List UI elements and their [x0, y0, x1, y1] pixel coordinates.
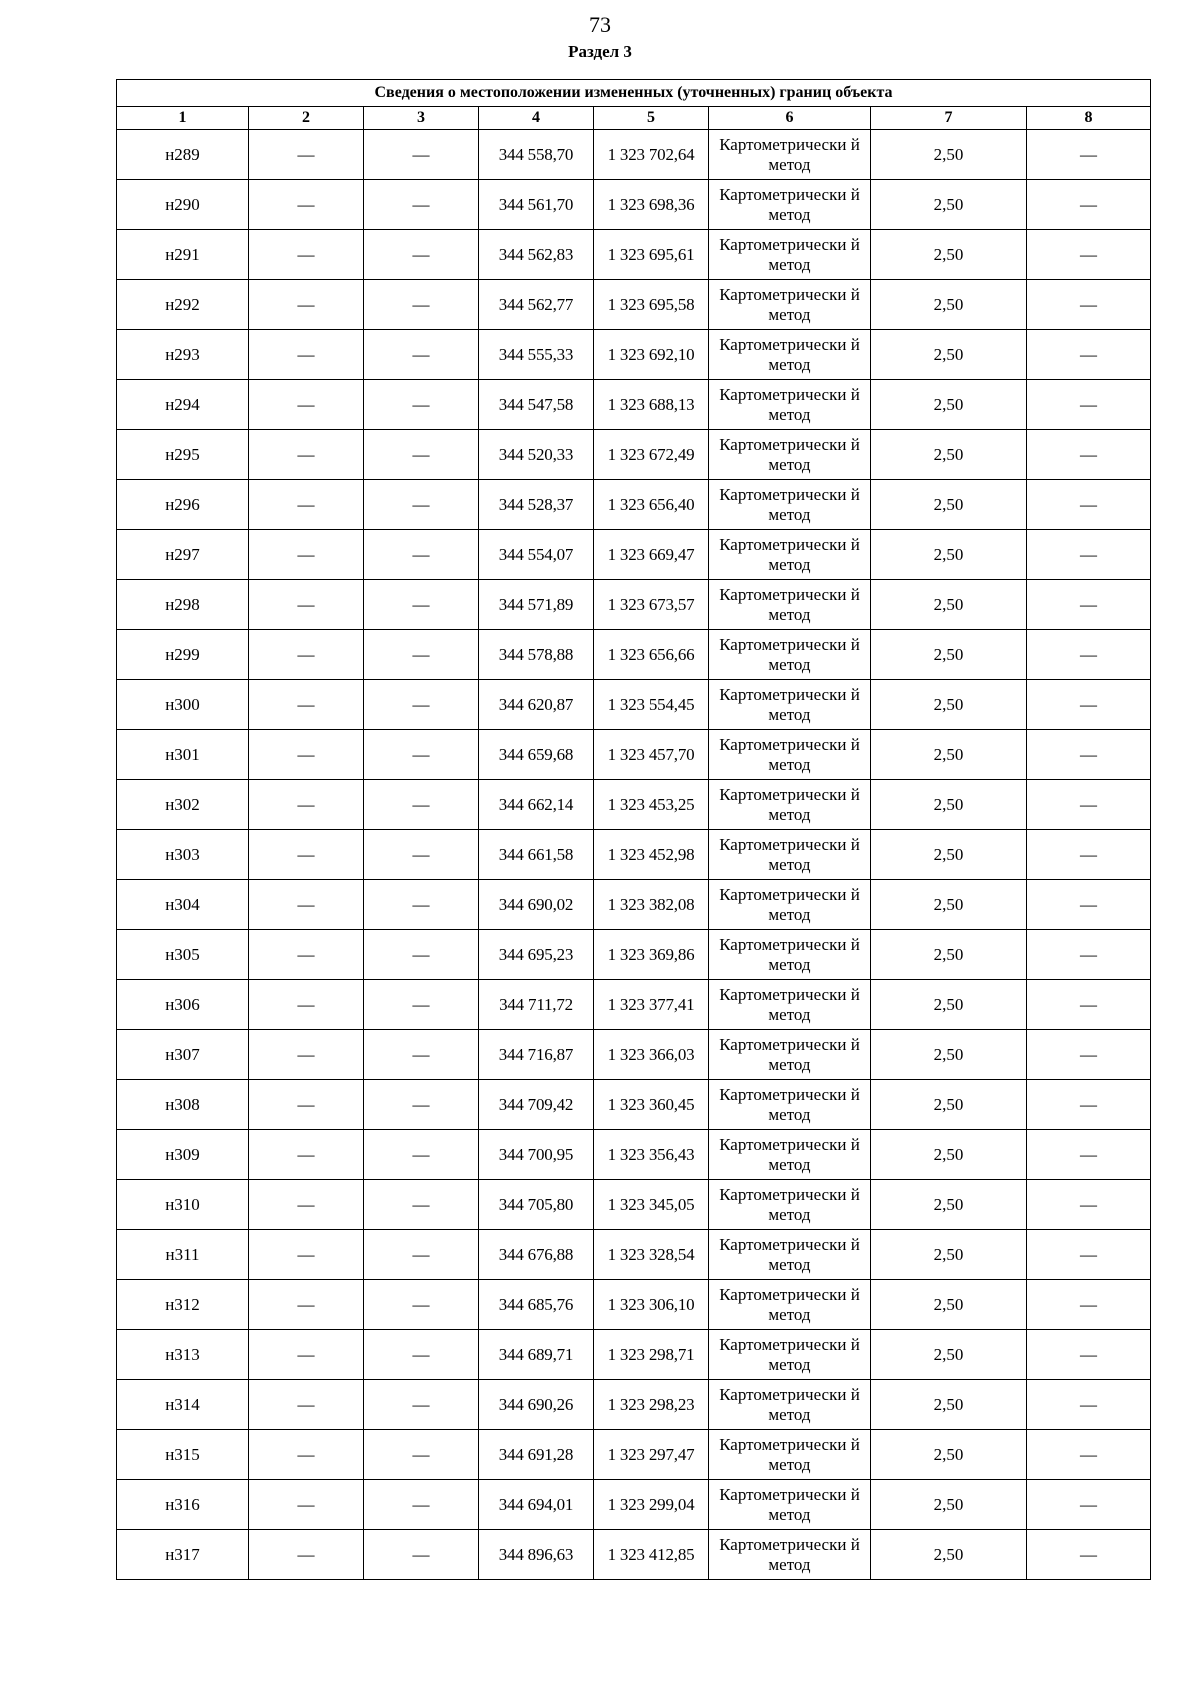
y-coordinate-cell: 1 323 299,04 — [594, 1480, 709, 1530]
empty-value-cell: — — [1027, 330, 1151, 380]
table-row — [117, 780, 1151, 830]
empty-value-cell: — — [364, 430, 479, 480]
empty-value-cell: — — [249, 730, 364, 780]
method-cell: Картометрически й метод — [709, 230, 871, 280]
accuracy-cell: 2,50 — [871, 1380, 1027, 1430]
table-row — [117, 430, 1151, 480]
empty-value-cell: — — [364, 180, 479, 230]
x-coordinate-cell: 344 562,77 — [479, 280, 594, 330]
y-coordinate-cell: 1 323 656,40 — [594, 480, 709, 530]
empty-value-cell: — — [1027, 1380, 1151, 1430]
x-coordinate-cell: 344 711,72 — [479, 980, 594, 1030]
table-row — [117, 730, 1151, 780]
method-cell: Картометрически й метод — [709, 1180, 871, 1230]
accuracy-cell: 2,50 — [871, 380, 1027, 430]
accuracy-cell: 2,50 — [871, 280, 1027, 330]
empty-value-cell: — — [249, 1080, 364, 1130]
accuracy-cell: 2,50 — [871, 780, 1027, 830]
accuracy-cell: 2,50 — [871, 580, 1027, 630]
y-coordinate-cell: 1 323 306,10 — [594, 1280, 709, 1330]
point-id-cell: н292 — [117, 280, 249, 330]
empty-value-cell: — — [1027, 380, 1151, 430]
column-number-row — [117, 107, 1151, 130]
empty-value-cell: — — [364, 130, 479, 180]
empty-value-cell: — — [364, 480, 479, 530]
point-id-cell: н304 — [117, 880, 249, 930]
empty-value-cell: — — [364, 630, 479, 680]
method-cell: Картометрически й метод — [709, 480, 871, 530]
point-id-cell: н312 — [117, 1280, 249, 1330]
table-row — [117, 1230, 1151, 1280]
empty-value-cell: — — [249, 1330, 364, 1380]
empty-value-cell: — — [249, 130, 364, 180]
table-row — [117, 1430, 1151, 1480]
y-coordinate-cell: 1 323 366,03 — [594, 1030, 709, 1080]
page-number: 73 — [589, 12, 611, 37]
x-coordinate-cell: 344 620,87 — [479, 680, 594, 730]
method-cell: Картометрически й метод — [709, 580, 871, 630]
table-row — [117, 880, 1151, 930]
empty-value-cell: — — [1027, 530, 1151, 580]
y-coordinate-cell: 1 323 297,47 — [594, 1430, 709, 1480]
empty-value-cell: — — [249, 580, 364, 630]
point-id-cell: н296 — [117, 480, 249, 530]
accuracy-cell: 2,50 — [871, 1230, 1027, 1280]
table-row — [117, 280, 1151, 330]
x-coordinate-cell: 344 694,01 — [479, 1480, 594, 1530]
empty-value-cell: — — [1027, 1530, 1151, 1580]
y-coordinate-cell: 1 323 673,57 — [594, 580, 709, 630]
method-cell: Картометрически й метод — [709, 1380, 871, 1430]
y-coordinate-cell: 1 323 412,85 — [594, 1530, 709, 1580]
column-number: 8 — [1027, 107, 1151, 130]
accuracy-cell: 2,50 — [871, 1080, 1027, 1130]
empty-value-cell: — — [1027, 1430, 1151, 1480]
empty-value-cell: — — [249, 980, 364, 1030]
y-coordinate-cell: 1 323 453,25 — [594, 780, 709, 830]
empty-value-cell: — — [364, 330, 479, 380]
empty-value-cell: — — [249, 1180, 364, 1230]
column-number: 5 — [594, 107, 709, 130]
x-coordinate-cell: 344 700,95 — [479, 1130, 594, 1180]
point-id-cell: н294 — [117, 380, 249, 430]
y-coordinate-cell: 1 323 298,23 — [594, 1380, 709, 1430]
x-coordinate-cell: 344 562,83 — [479, 230, 594, 280]
y-coordinate-cell: 1 323 656,66 — [594, 630, 709, 680]
accuracy-cell: 2,50 — [871, 480, 1027, 530]
empty-value-cell: — — [1027, 180, 1151, 230]
accuracy-cell: 2,50 — [871, 630, 1027, 680]
table-row — [117, 830, 1151, 880]
method-cell: Картометрически й метод — [709, 680, 871, 730]
table-row — [117, 1030, 1151, 1080]
method-cell: Картометрически й метод — [709, 1130, 871, 1180]
empty-value-cell: — — [364, 980, 479, 1030]
table-row — [117, 130, 1151, 180]
y-coordinate-cell: 1 323 457,70 — [594, 730, 709, 780]
x-coordinate-cell: 344 689,71 — [479, 1330, 594, 1380]
column-number: 4 — [479, 107, 594, 130]
empty-value-cell: — — [364, 730, 479, 780]
empty-value-cell: — — [249, 1480, 364, 1530]
empty-value-cell: — — [249, 480, 364, 530]
method-cell: Картометрически й метод — [709, 1530, 871, 1580]
empty-value-cell: — — [249, 1230, 364, 1280]
point-id-cell: н301 — [117, 730, 249, 780]
y-coordinate-cell: 1 323 695,61 — [594, 230, 709, 280]
x-coordinate-cell: 344 547,58 — [479, 380, 594, 430]
y-coordinate-cell: 1 323 369,86 — [594, 930, 709, 980]
x-coordinate-cell: 344 578,88 — [479, 630, 594, 680]
empty-value-cell: — — [1027, 830, 1151, 880]
empty-value-cell: — — [364, 1430, 479, 1480]
x-coordinate-cell: 344 691,28 — [479, 1430, 594, 1480]
empty-value-cell: — — [364, 880, 479, 930]
accuracy-cell: 2,50 — [871, 830, 1027, 880]
y-coordinate-cell: 1 323 356,43 — [594, 1130, 709, 1180]
point-id-cell: н316 — [117, 1480, 249, 1530]
method-cell: Картометрически й метод — [709, 1230, 871, 1280]
y-coordinate-cell: 1 323 688,13 — [594, 380, 709, 430]
accuracy-cell: 2,50 — [871, 880, 1027, 930]
point-id-cell: н297 — [117, 530, 249, 580]
boundary-coordinates-table — [116, 79, 1151, 1580]
table-row — [117, 1080, 1151, 1130]
point-id-cell: н299 — [117, 630, 249, 680]
y-coordinate-cell: 1 323 695,58 — [594, 280, 709, 330]
empty-value-cell: — — [1027, 1480, 1151, 1530]
empty-value-cell: — — [1027, 280, 1151, 330]
x-coordinate-cell: 344 896,63 — [479, 1530, 594, 1580]
x-coordinate-cell: 344 716,87 — [479, 1030, 594, 1080]
point-id-cell: н314 — [117, 1380, 249, 1430]
accuracy-cell: 2,50 — [871, 1280, 1027, 1330]
x-coordinate-cell: 344 705,80 — [479, 1180, 594, 1230]
empty-value-cell: — — [1027, 1330, 1151, 1380]
point-id-cell: н295 — [117, 430, 249, 480]
column-number: 1 — [117, 107, 249, 130]
empty-value-cell: — — [1027, 230, 1151, 280]
y-coordinate-cell: 1 323 669,47 — [594, 530, 709, 580]
empty-value-cell: — — [364, 680, 479, 730]
x-coordinate-cell: 344 528,37 — [479, 480, 594, 530]
x-coordinate-cell: 344 695,23 — [479, 930, 594, 980]
empty-value-cell: — — [1027, 780, 1151, 830]
point-id-cell: н306 — [117, 980, 249, 1030]
empty-value-cell: — — [249, 430, 364, 480]
point-id-cell: н307 — [117, 1030, 249, 1080]
x-coordinate-cell: 344 685,76 — [479, 1280, 594, 1330]
point-id-cell: н300 — [117, 680, 249, 730]
y-coordinate-cell: 1 323 298,71 — [594, 1330, 709, 1380]
table-row — [117, 580, 1151, 630]
x-coordinate-cell: 344 520,33 — [479, 430, 594, 480]
empty-value-cell: — — [364, 1180, 479, 1230]
empty-value-cell: — — [1027, 880, 1151, 930]
point-id-cell: н313 — [117, 1330, 249, 1380]
table-row — [117, 480, 1151, 530]
point-id-cell: н290 — [117, 180, 249, 230]
y-coordinate-cell: 1 323 698,36 — [594, 180, 709, 230]
x-coordinate-cell: 344 661,58 — [479, 830, 594, 880]
x-coordinate-cell: 344 690,26 — [479, 1380, 594, 1430]
empty-value-cell: — — [1027, 1230, 1151, 1280]
accuracy-cell: 2,50 — [871, 1330, 1027, 1380]
column-number: 7 — [871, 107, 1027, 130]
accuracy-cell: 2,50 — [871, 1180, 1027, 1230]
point-id-cell: н298 — [117, 580, 249, 630]
empty-value-cell: — — [1027, 730, 1151, 780]
empty-value-cell: — — [249, 630, 364, 680]
method-cell: Картометрически й метод — [709, 930, 871, 980]
empty-value-cell: — — [249, 330, 364, 380]
empty-value-cell: — — [364, 230, 479, 280]
empty-value-cell: — — [364, 580, 479, 630]
accuracy-cell: 2,50 — [871, 1480, 1027, 1530]
method-cell: Картометрически й метод — [709, 530, 871, 580]
y-coordinate-cell: 1 323 328,54 — [594, 1230, 709, 1280]
table-row — [117, 680, 1151, 730]
point-id-cell: н291 — [117, 230, 249, 280]
method-cell: Картометрически й метод — [709, 780, 871, 830]
table-row — [117, 330, 1151, 380]
x-coordinate-cell: 344 555,33 — [479, 330, 594, 380]
empty-value-cell: — — [249, 1030, 364, 1080]
method-cell: Картометрически й метод — [709, 1080, 871, 1130]
method-cell: Картометрически й метод — [709, 1030, 871, 1080]
empty-value-cell: — — [364, 930, 479, 980]
method-cell: Картометрически й метод — [709, 630, 871, 680]
y-coordinate-cell: 1 323 452,98 — [594, 830, 709, 880]
method-cell: Картометрически й метод — [709, 180, 871, 230]
point-id-cell: н303 — [117, 830, 249, 880]
empty-value-cell: — — [1027, 1030, 1151, 1080]
empty-value-cell: — — [249, 830, 364, 880]
x-coordinate-cell: 344 571,89 — [479, 580, 594, 630]
x-coordinate-cell: 344 558,70 — [479, 130, 594, 180]
x-coordinate-cell: 344 561,70 — [479, 180, 594, 230]
accuracy-cell: 2,50 — [871, 680, 1027, 730]
method-cell: Картометрически й метод — [709, 330, 871, 380]
table-row — [117, 1330, 1151, 1380]
method-cell: Картометрически й метод — [709, 130, 871, 180]
y-coordinate-cell: 1 323 360,45 — [594, 1080, 709, 1130]
empty-value-cell: — — [1027, 680, 1151, 730]
empty-value-cell: — — [249, 1380, 364, 1430]
table-row — [117, 380, 1151, 430]
empty-value-cell: — — [1027, 580, 1151, 630]
empty-value-cell: — — [1027, 430, 1151, 480]
x-coordinate-cell: 344 690,02 — [479, 880, 594, 930]
empty-value-cell: — — [249, 280, 364, 330]
accuracy-cell: 2,50 — [871, 530, 1027, 580]
empty-value-cell: — — [1027, 1130, 1151, 1180]
method-cell: Картометрически й метод — [709, 1330, 871, 1380]
method-cell: Картометрически й метод — [709, 380, 871, 430]
y-coordinate-cell: 1 323 377,41 — [594, 980, 709, 1030]
empty-value-cell: — — [249, 1130, 364, 1180]
method-cell: Картометрически й метод — [709, 430, 871, 480]
empty-value-cell: — — [249, 880, 364, 930]
point-id-cell: н309 — [117, 1130, 249, 1180]
table-caption: Сведения о местоположении измененных (уточненных) границ объекта — [117, 80, 1151, 107]
accuracy-cell: 2,50 — [871, 130, 1027, 180]
empty-value-cell: — — [1027, 480, 1151, 530]
empty-value-cell: — — [364, 1030, 479, 1080]
accuracy-cell: 2,50 — [871, 330, 1027, 380]
table-row — [117, 230, 1151, 280]
y-coordinate-cell: 1 323 672,49 — [594, 430, 709, 480]
accuracy-cell: 2,50 — [871, 180, 1027, 230]
empty-value-cell: — — [364, 1480, 479, 1530]
empty-value-cell: — — [364, 1330, 479, 1380]
empty-value-cell: — — [364, 830, 479, 880]
empty-value-cell: — — [249, 930, 364, 980]
x-coordinate-cell: 344 709,42 — [479, 1080, 594, 1130]
section-title: Раздел 3 — [568, 42, 632, 61]
accuracy-cell: 2,50 — [871, 980, 1027, 1030]
table-row — [117, 530, 1151, 580]
accuracy-cell: 2,50 — [871, 1430, 1027, 1480]
empty-value-cell: — — [1027, 930, 1151, 980]
table-row — [117, 1280, 1151, 1330]
table-row — [117, 1180, 1151, 1230]
column-number: 3 — [364, 107, 479, 130]
empty-value-cell: — — [364, 1230, 479, 1280]
empty-value-cell: — — [364, 530, 479, 580]
point-id-cell: н289 — [117, 130, 249, 180]
x-coordinate-cell: 344 662,14 — [479, 780, 594, 830]
empty-value-cell: — — [249, 230, 364, 280]
empty-value-cell: — — [1027, 130, 1151, 180]
table-row — [117, 1380, 1151, 1430]
method-cell: Картометрически й метод — [709, 730, 871, 780]
method-cell: Картометрически й метод — [709, 1480, 871, 1530]
empty-value-cell: — — [249, 1280, 364, 1330]
column-number: 6 — [709, 107, 871, 130]
empty-value-cell: — — [364, 780, 479, 830]
empty-value-cell: — — [364, 1130, 479, 1180]
empty-value-cell: — — [1027, 630, 1151, 680]
table-row — [117, 1480, 1151, 1530]
empty-value-cell: — — [249, 680, 364, 730]
empty-value-cell: — — [249, 780, 364, 830]
empty-value-cell: — — [249, 1430, 364, 1480]
x-coordinate-cell: 344 676,88 — [479, 1230, 594, 1280]
point-id-cell: н315 — [117, 1430, 249, 1480]
accuracy-cell: 2,50 — [871, 730, 1027, 780]
empty-value-cell: — — [364, 1280, 479, 1330]
empty-value-cell: — — [364, 1380, 479, 1430]
empty-value-cell: — — [1027, 1180, 1151, 1230]
method-cell: Картометрически й метод — [709, 880, 871, 930]
y-coordinate-cell: 1 323 692,10 — [594, 330, 709, 380]
point-id-cell: н311 — [117, 1230, 249, 1280]
point-id-cell: н293 — [117, 330, 249, 380]
empty-value-cell: — — [249, 180, 364, 230]
table-row — [117, 930, 1151, 980]
table-row — [117, 1130, 1151, 1180]
table-row — [117, 180, 1151, 230]
empty-value-cell: — — [1027, 1280, 1151, 1330]
point-id-cell: н317 — [117, 1530, 249, 1580]
y-coordinate-cell: 1 323 702,64 — [594, 130, 709, 180]
empty-value-cell: — — [364, 380, 479, 430]
x-coordinate-cell: 344 659,68 — [479, 730, 594, 780]
y-coordinate-cell: 1 323 345,05 — [594, 1180, 709, 1230]
table-row — [117, 980, 1151, 1030]
empty-value-cell: — — [249, 1530, 364, 1580]
point-id-cell: н302 — [117, 780, 249, 830]
accuracy-cell: 2,50 — [871, 430, 1027, 480]
x-coordinate-cell: 344 554,07 — [479, 530, 594, 580]
empty-value-cell: — — [364, 1530, 479, 1580]
method-cell: Картометрически й метод — [709, 980, 871, 1030]
accuracy-cell: 2,50 — [871, 230, 1027, 280]
accuracy-cell: 2,50 — [871, 930, 1027, 980]
method-cell: Картометрически й метод — [709, 280, 871, 330]
empty-value-cell: — — [249, 380, 364, 430]
empty-value-cell: — — [1027, 1080, 1151, 1130]
empty-value-cell: — — [249, 530, 364, 580]
table-row — [117, 1530, 1151, 1580]
column-number: 2 — [249, 107, 364, 130]
empty-value-cell: — — [364, 280, 479, 330]
table-row — [117, 630, 1151, 680]
empty-value-cell: — — [364, 1080, 479, 1130]
empty-value-cell: — — [1027, 980, 1151, 1030]
y-coordinate-cell: 1 323 554,45 — [594, 680, 709, 730]
method-cell: Картометрически й метод — [709, 1430, 871, 1480]
method-cell: Картометрически й метод — [709, 830, 871, 880]
accuracy-cell: 2,50 — [871, 1030, 1027, 1080]
point-id-cell: н310 — [117, 1180, 249, 1230]
y-coordinate-cell: 1 323 382,08 — [594, 880, 709, 930]
method-cell: Картометрически й метод — [709, 1280, 871, 1330]
accuracy-cell: 2,50 — [871, 1130, 1027, 1180]
point-id-cell: н305 — [117, 930, 249, 980]
point-id-cell: н308 — [117, 1080, 249, 1130]
accuracy-cell: 2,50 — [871, 1530, 1027, 1580]
